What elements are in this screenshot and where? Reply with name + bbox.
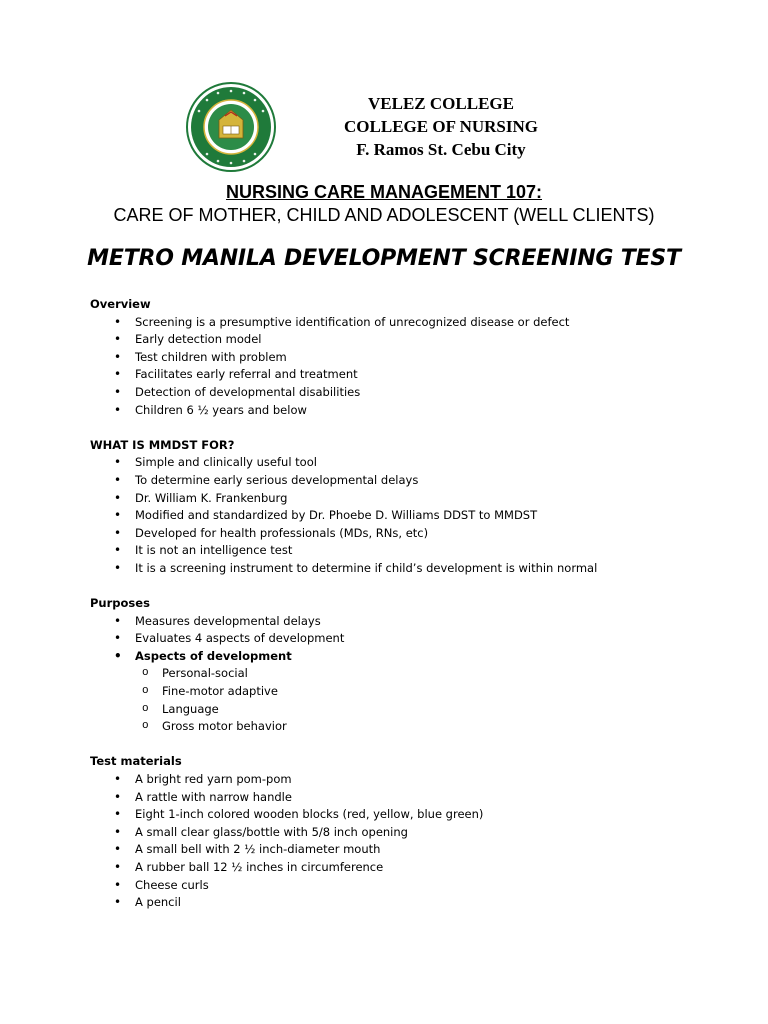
list-item: • It is not an intelligence test — [90, 542, 710, 560]
list-item: • A rattle with narrow handle — [90, 789, 710, 807]
list-item: • Evaluates 4 aspects of development — [90, 630, 710, 648]
list-item: • Children 6 ½ years and below — [90, 402, 710, 420]
list-item: • Cheese curls — [90, 877, 710, 895]
document-header — [186, 82, 606, 172]
list-item: • Modified and standardized by Dr. Phoebe D. Williams DDST to MMDST — [90, 507, 710, 525]
sub-list-item: o Language — [90, 701, 710, 719]
list-item: • Eight 1-inch colored wooden blocks (red, yellow, blue green) — [90, 806, 710, 824]
list-item: • A pencil — [90, 894, 710, 912]
list-item: • Detection of developmental disabilities — [90, 384, 710, 402]
sub-list-item: o Fine-motor adaptive — [90, 683, 710, 701]
list-item: • A small bell with 2 ½ inch-diameter mouth — [90, 841, 710, 859]
list-item: • Screening is a presumptive identification of unrecognized disease or defect — [90, 314, 710, 332]
list-item: • Early detection model — [90, 331, 710, 349]
list-item: • Simple and clinically useful tool — [90, 454, 710, 472]
list-item: • It is a screening instrument to determine if child’s development is within normal — [90, 560, 710, 578]
list-item: • Facilitates early referral and treatment — [90, 366, 710, 384]
list-item: • A rubber ball 12 ½ inches in circumference — [90, 859, 710, 877]
section-heading: Overview — [90, 297, 151, 311]
department-name: COLLEGE OF NURSING — [344, 117, 538, 136]
test-materials-section — [90, 753, 710, 911]
list-item: • A small clear glass/bottle with 5/8 inch opening — [90, 824, 710, 842]
school-address: F. Ramos St. Cebu City — [356, 140, 526, 159]
document-body — [90, 296, 710, 929]
list-item: • A bright red yarn pom-pom — [90, 771, 710, 789]
bullet-list — [90, 454, 710, 577]
section-heading: WHAT IS MMDST FOR? — [90, 437, 235, 452]
list-item: • Test children with problem — [90, 349, 710, 367]
document-title: METRO MANILA DEVELOPMENT SCREENING TEST — [87, 246, 681, 271]
list-item: • To determine early serious developmental delays — [90, 472, 710, 490]
course-title: NURSING CARE MANAGEMENT 107: — [225, 182, 543, 202]
school-name: VELEZ COLLEGE — [368, 94, 514, 113]
what-is-mmdst-section — [90, 437, 710, 578]
college-seal-graphic — [186, 82, 276, 172]
sub-list-item: o Personal-social — [90, 665, 710, 683]
section-heading: Purposes — [90, 596, 150, 611]
overview-section — [90, 296, 710, 419]
bullet-list — [90, 314, 710, 420]
school-info — [276, 92, 606, 161]
sub-bullet-list — [90, 665, 710, 735]
list-item: • Developed for health professionals (MDs, RNs, etc) — [90, 525, 710, 543]
list-item: • Measures developmental delays — [90, 613, 710, 631]
purposes-section — [90, 595, 710, 736]
college-seal-icon — [186, 82, 276, 172]
bullet-list — [90, 771, 710, 912]
course-subtitle: CARE OF MOTHER, CHILD AND ADOLESCENT (WELL CLIENTS) — [113, 205, 655, 225]
bullet-list — [90, 613, 710, 666]
sub-list-item: o Gross motor behavior — [90, 718, 710, 736]
list-item: • Dr. William K. Frankenburg — [90, 490, 710, 508]
list-item: • Aspects of development — [90, 648, 710, 666]
section-heading: Test materials — [90, 754, 182, 769]
